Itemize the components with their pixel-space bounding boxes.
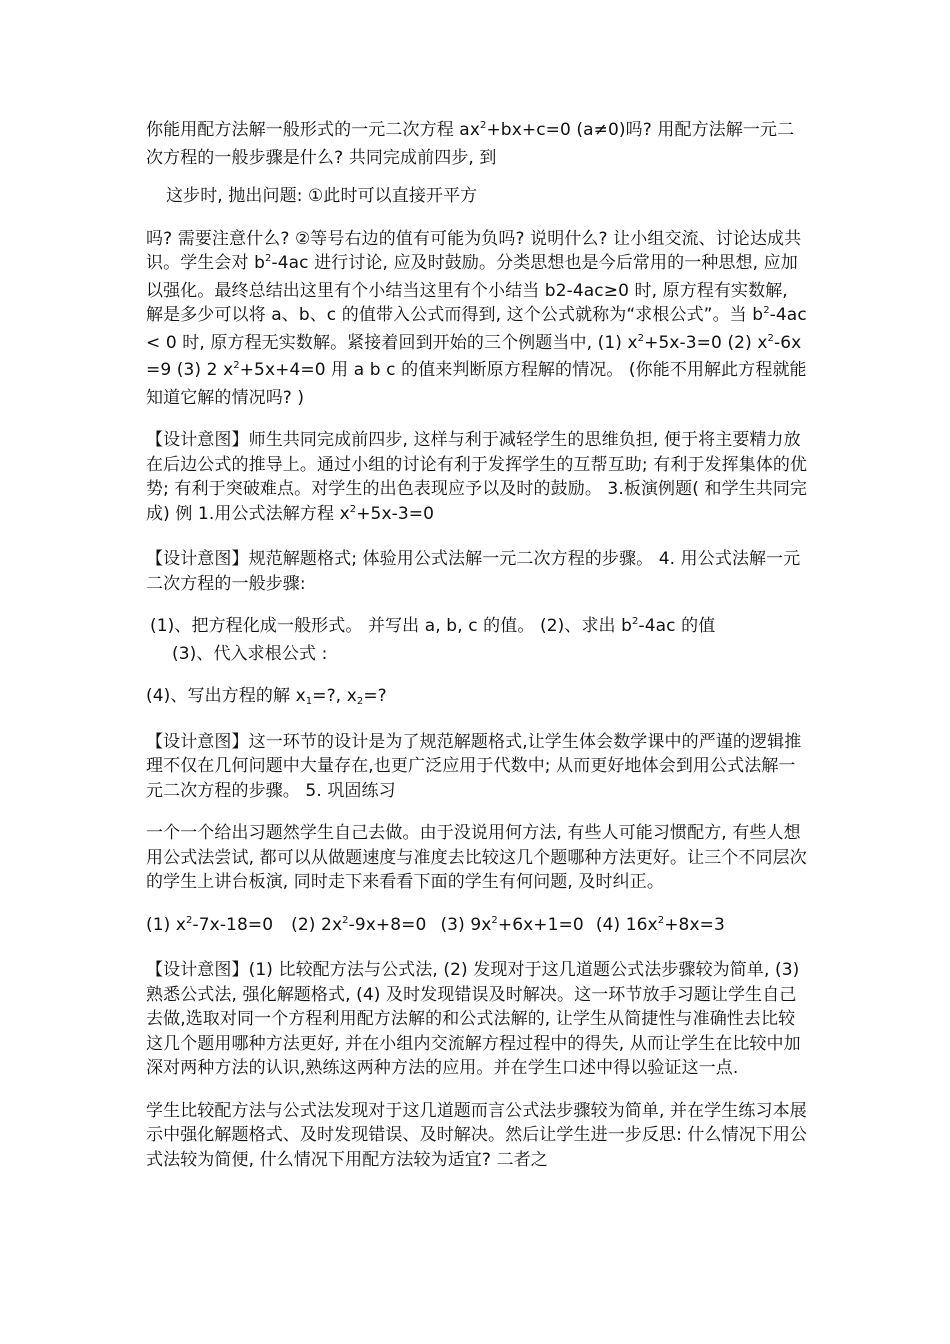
superscript: 2	[632, 616, 639, 627]
superscript: 2	[491, 914, 498, 926]
paragraph-design-intent-3	[146, 730, 810, 804]
paragraph-exercises	[146, 913, 810, 941]
paragraph-step-4	[146, 684, 810, 712]
text-run: 【设计意图】规范解题格式; 体验用公式法解一元二次方程的步骤。 4. 用公式法解一元二次方程的一般步骤:	[146, 549, 801, 594]
text-run: -7x-18=0	[192, 914, 274, 935]
superscript: 2	[233, 360, 240, 371]
paragraph-design-intent-4	[146, 958, 810, 1081]
superscript: 2	[637, 332, 645, 344]
text-run: 【设计意图】师生共同完成前四步, 这样与利于减轻学生的思维负担, 便于将主要精力放在后边公式的推导上。通过小组的讨论有利于发挥学生的互帮互助; 有利于发挥集体的优势; 有利于突破难点。对学生的出色表现应予以及时的鼓励。 3.板演例题( 和学生共同完成) 例 1.用公式法解方程 x	[146, 430, 808, 524]
text-run: (1)、把方程化成一般形式。 并写出 a, b, c 的值。 (2)、求出 b	[150, 616, 633, 636]
subscript: 1	[305, 696, 313, 707]
text-run: -4ac 进行讨论, 应及时鼓励。分类思想也是今后常用的一种思想, 应加以强化。最终总结出这里有个小结当这里有个小结当 b2-4ac≥0 时, 原方程有实数解, 解是多少可以将 a、b、c 的值带入公式而得到, 这个公式就称为“求根公式”。当 b	[146, 253, 798, 325]
text-run: 吗? 需要注意什么? ②等号右边的值有可能为负吗? 说明什么? 让小组交流、讨论达成共识。学生会对 b	[146, 228, 802, 273]
text-run: +5x-3=0	[356, 503, 435, 524]
paragraph-steps-1-3	[146, 614, 810, 666]
text-run: (3)、代入求根公式 :	[172, 643, 328, 664]
text-run: 【设计意图】(1) 比较配方法与公式法, (2) 发现对于这几道题公式法步骤较为简单, (3) 熟悉公式法, 强化解题格式, (4) 及时发现错误及时解决。这一环节放手习题让学生自己去做,选取对同一个方程利用配方法解的和公式法解的, 让学生从简捷性与准确性去比较这几个题用哪种方法更好, 并在小组内交流解方程过程中的得失, 从而让学生在比较中加深对两种方法的认识,熟练这两种方法的应用。并在学生口述中得以验证这一点.	[146, 960, 801, 1078]
paragraph-discussion	[146, 227, 810, 411]
superscript: 2	[657, 914, 665, 926]
text-run: -4ac < 0 时, 原方程无实数解。紧接着回到开始的三个例题当中, (1) x	[146, 305, 807, 353]
text-run: =?	[363, 686, 387, 706]
paragraph-design-intent-2	[146, 547, 810, 596]
paragraph-intro-question	[146, 118, 810, 170]
superscript: 2	[767, 332, 774, 344]
text-run: -9x+8=0	[348, 914, 427, 935]
subscript: 2	[356, 696, 364, 707]
text-run: +8x=3	[664, 914, 725, 935]
text-run: 学生比较配方法与公式法发现对于这几道题而言公式法步骤较为简单, 并在学生练习本展示中强化解题格式、及时发现错误、及时解决。然后让学生进一步反思: 什么情况下用公式法较为简便, 什么情况下用配方法较为适宜? 二者之	[146, 1100, 808, 1170]
text-run: 这步时, 抛出问题: ①此时可以直接开平方	[166, 186, 478, 206]
text-run: 你能用配方法解一般形式的一元二次方程 ax	[146, 120, 480, 140]
paragraph-design-intent-1	[146, 428, 810, 529]
text-run: +6x+1=0	[497, 914, 584, 935]
text-run: (4) 16x	[595, 914, 658, 935]
text-run: (2) 2x	[291, 914, 343, 935]
document-body	[146, 118, 810, 1190]
superscript: 2	[265, 253, 272, 264]
superscript: 2	[342, 914, 349, 926]
text-run: +5x-3=0 (2) x	[644, 332, 768, 353]
paragraph-raise-question	[146, 184, 810, 209]
text-run: +5x+4=0 用 a b c 的值来判断原方程解的情况。 (你能不用解此方程就能知道它解的情况吗? )	[146, 360, 807, 408]
text-run: -6x=9 (3) 2 x	[146, 332, 802, 380]
text-run: +bx+c=0 (a≠0)吗? 用配方法解一元二次方程的一般步骤是什么? 共同完成前四步, 到	[146, 120, 795, 168]
superscript: 2	[349, 503, 357, 515]
superscript: 2	[479, 120, 487, 131]
text-run: (1) x	[146, 914, 187, 935]
superscript: 2	[186, 914, 193, 926]
text-run: 【设计意图】这一环节的设计是为了规范解题格式,让学生体会数学课中的严谨的逻辑推理不仅在几何问题中大量存在,也更广泛应用于代数中; 从而更好地体会到用公式法解一元二次方程的步骤。 5. 巩固练习	[146, 731, 802, 801]
paragraph-practice	[146, 821, 810, 895]
paragraph-reflection	[146, 1099, 810, 1173]
superscript: 2	[763, 305, 770, 316]
text-run: =?, x	[312, 686, 357, 706]
text-run: -4ac 的值	[638, 616, 716, 636]
text-run: (3) 9x	[440, 914, 492, 935]
text-run: (4)、写出方程的解 x	[146, 686, 306, 706]
text-run: 一个一个给出习题然学生自己去做。由于没说用何方法, 有些人可能习惯配方, 有些人想用公式法尝试, 都可以从做题速度与准度去比较这几个题哪种方法更好。让三个不同层次的学生上讲台板演, 同时走下来看看下面的学生有何问题, 及时纠正。	[146, 823, 807, 892]
